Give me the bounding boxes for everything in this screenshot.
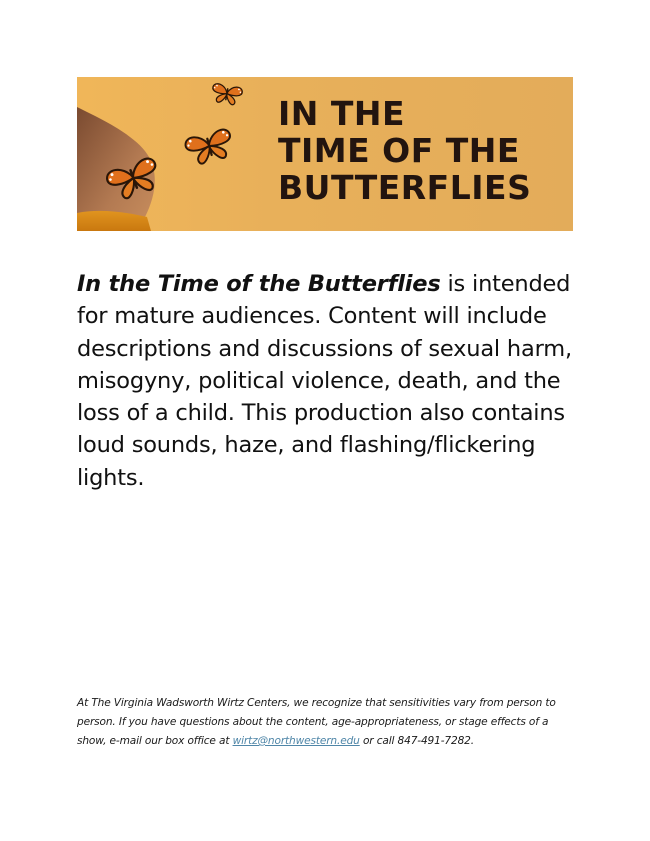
banner-title-line: IN THE <box>278 94 406 133</box>
show-banner <box>77 77 573 231</box>
box-office-email-link[interactable]: wirtz@northwestern.edu <box>232 735 360 747</box>
sensitivity-note <box>77 694 577 751</box>
banner-artwork <box>77 77 277 231</box>
banner-title-line: BUTTERFLIES <box>278 168 532 207</box>
banner-title-line: TIME OF THE <box>278 131 520 170</box>
banner-title <box>278 95 531 206</box>
show-title: In the Time of the Butterflies <box>77 271 441 297</box>
content-warning <box>77 268 577 494</box>
sensitivity-note-text: At The Virginia Wadsworth Wirtz Centers, we recognize that sensitivities vary from person to person. If you have questions about the content, age-appropriateness, or stage effects of a show, e-mail our box office at <box>77 697 556 747</box>
butterfly-icon <box>184 128 235 167</box>
butterfly-icon <box>210 83 243 106</box>
content-warning-text: is intended for mature audiences. Content will include descriptions and discussions of sexual harm, misogyny, political violence, death, and the loss of a child. This production also contains loud sounds, haze, and flashing/flickering lights. <box>77 271 572 491</box>
box-office-phone-text: or call 847-491-7282. <box>359 735 474 747</box>
